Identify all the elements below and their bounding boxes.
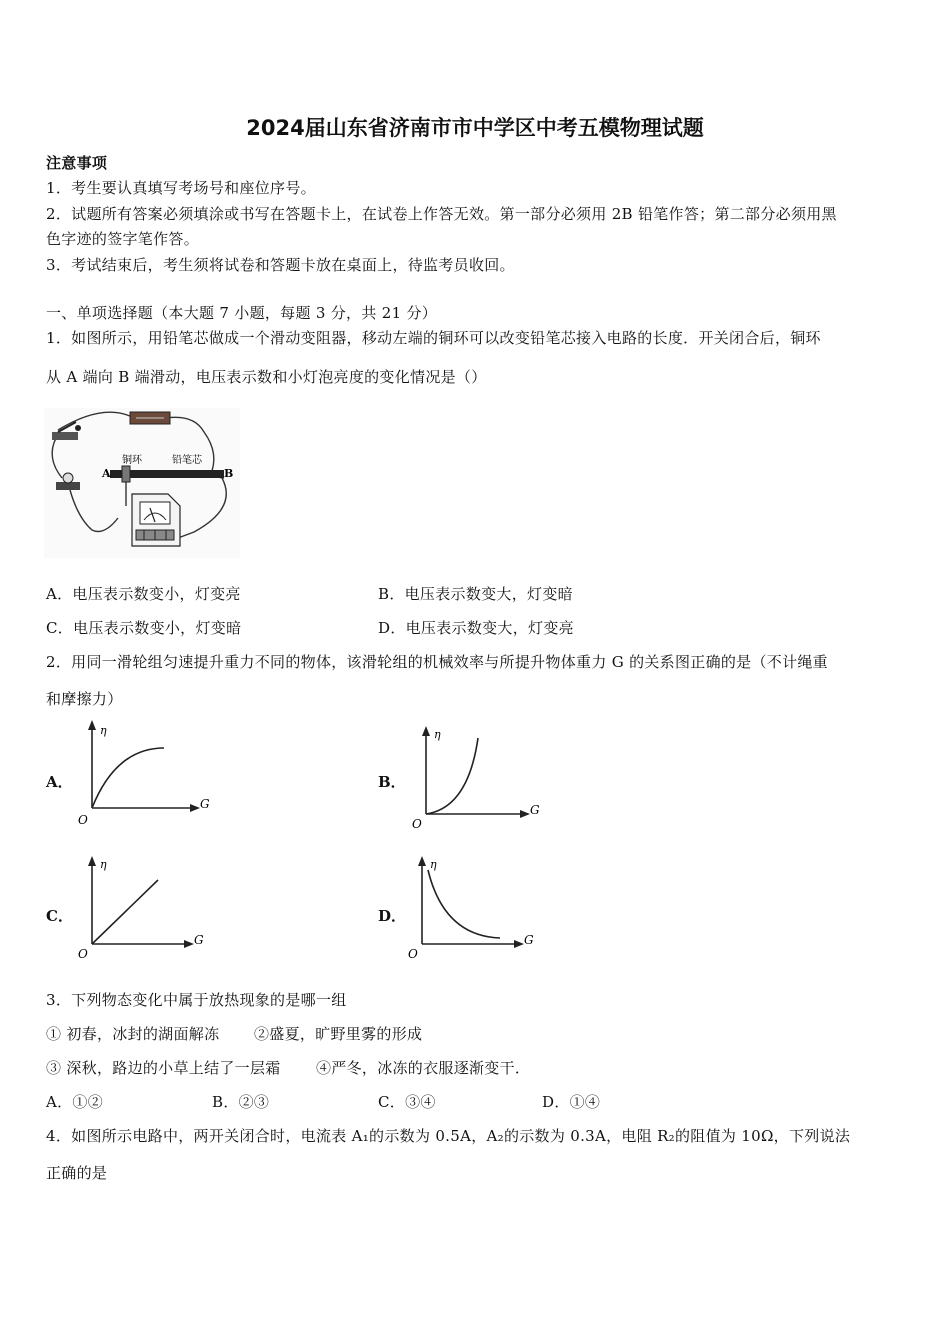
q4-line1: 4．如图所示电路中，两开关闭合时，电流表 A₁的示数为 0.5A，A₂的示数为 0.3A，电阻 R₂的阻值为 10Ω，下列说法 (46, 1127, 851, 1145)
voltmeter-icon (132, 494, 180, 546)
curve-d (428, 870, 500, 938)
origin-o: O (78, 947, 88, 961)
q3-item-1: ① 初春，冰封的湖面解冻 (46, 1025, 220, 1043)
q3-option-d[interactable]: D．①④ (542, 1093, 601, 1111)
notice-heading: 注意事项 (46, 154, 108, 172)
q3-item-3: ③ 深秋，路边的小草上结了一层霜 (46, 1059, 281, 1077)
notice-item-2: 2．试题所有答案必须填涂或书写在答题卡上，在试卷上作答无效。第一部分必须用 2B 铅笔作答；第二部分必须用黑 (46, 205, 837, 223)
q1-option-d[interactable]: D．电压表示数变大，灯变亮 (378, 619, 574, 637)
axis-g: G (194, 933, 204, 947)
q2-option-b-label[interactable]: B． (378, 773, 406, 791)
label-a: A (102, 467, 111, 480)
q2-option-d-label[interactable]: D． (378, 907, 407, 925)
q2-graph-a[interactable] (74, 716, 224, 830)
origin-o: O (78, 813, 88, 827)
axis-eta: η (100, 724, 107, 737)
q4-line2: 正确的是 (46, 1164, 108, 1182)
q2-graph-b[interactable] (406, 722, 556, 836)
q3-item-4: ④严冬，冰冻的衣服逐渐变干． (316, 1059, 531, 1077)
q1-option-a[interactable]: A．电压表示数变小，灯变亮 (46, 585, 241, 603)
origin-o: O (408, 947, 418, 961)
axis-eta: η (100, 858, 107, 871)
notice-item-2-cont: 色字迹的签字笔作答。 (46, 230, 200, 248)
q3-item-2: ②盛夏，旷野里雾的形成 (254, 1025, 423, 1043)
q2-option-a-label[interactable]: A． (46, 773, 73, 791)
q2-line2: 和摩擦力） (46, 690, 123, 708)
axis-g: G (200, 797, 210, 811)
q1-line1: 1．如图所示，用铅笔芯做成一个滑动变阻器，移动左端的铜环可以改变铅笔芯接入电路的长度．开关闭合后，铜环 (46, 329, 821, 347)
q2-line1: 2．用同一滑轮组匀速提升重力不同的物体，该滑轮组的机械效率与所提升物体重力 G 的关系图正确的是（不计绳重 (46, 653, 828, 671)
axis-g: G (524, 933, 534, 947)
axis-eta: η (434, 728, 441, 741)
q1-option-b[interactable]: B．电压表示数变大，灯变暗 (378, 585, 573, 603)
page-title: 2024届山东省济南市市中学区中考五模物理试题 (246, 116, 704, 140)
axis-eta: η (430, 858, 437, 871)
curve-b (426, 738, 478, 814)
label-b: B (224, 467, 234, 480)
section-heading: 一、单项选择题（本大题 7 小题，每题 3 分，共 21 分） (46, 304, 438, 322)
q2-option-c-label[interactable]: C． (46, 907, 73, 925)
axis-g: G (530, 803, 540, 817)
q1-circuit-figure (44, 408, 240, 558)
q2-graph-c[interactable] (74, 852, 224, 966)
q3-option-a[interactable]: A．①② (46, 1093, 104, 1111)
q3-option-b[interactable]: B．②③ (212, 1093, 270, 1111)
copper-ring (122, 466, 130, 482)
battery-icon (130, 412, 170, 424)
q3-line1: 3．下列物态变化中属于放热现象的是哪一组 (46, 991, 347, 1009)
q2-graph-d[interactable] (404, 852, 554, 966)
notice-item-1: 1．考生要认真填写考场号和座位序号。 (46, 179, 316, 197)
label-lead: 铅笔芯 (172, 455, 202, 466)
curve-c (92, 880, 158, 944)
q1-option-c[interactable]: C．电压表示数变小，灯变暗 (46, 619, 242, 637)
origin-o: O (412, 817, 422, 831)
label-ring: 铜环 (122, 455, 142, 466)
notice-item-3: 3．考试结束后，考生须将试卷和答题卡放在桌面上，待监考员收回。 (46, 256, 515, 274)
curve-a (92, 748, 164, 808)
q1-line2: 从 A 端向 B 端滑动，电压表示数和小灯泡亮度的变化情况是（） (46, 368, 487, 386)
q3-option-c[interactable]: C．③④ (378, 1093, 436, 1111)
